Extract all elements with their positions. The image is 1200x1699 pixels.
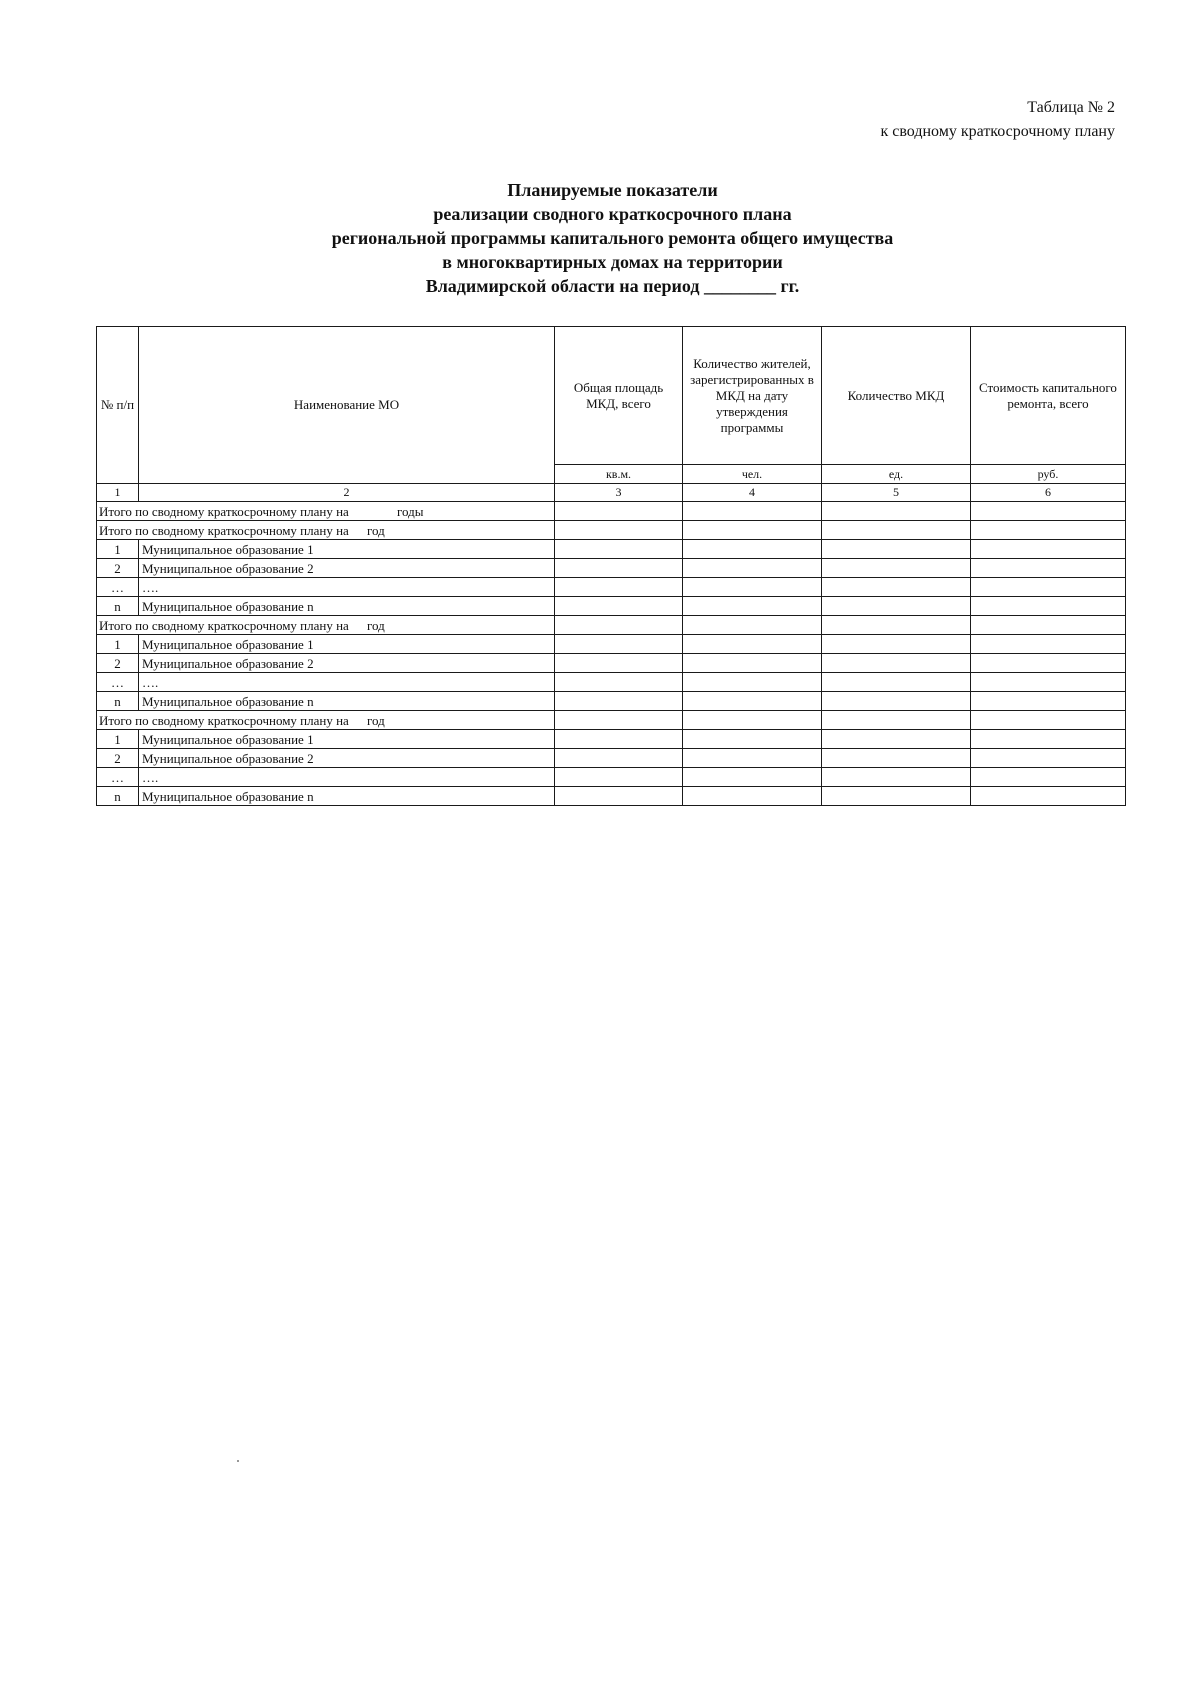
total-period-suffix: годы: [397, 503, 424, 519]
total-period-text: Итого по сводному краткосрочному плану на: [99, 503, 349, 519]
column-number: 5: [822, 484, 971, 502]
table-cell: [683, 502, 822, 521]
table-cell: [555, 540, 683, 559]
table-row: [97, 768, 1126, 787]
title-line-5: Владимирской области на период ________ гг.: [425, 276, 800, 296]
table-cell: [555, 692, 683, 711]
year-total-label: [97, 711, 555, 730]
table-cell: [971, 559, 1126, 578]
table-cell: [683, 540, 822, 559]
table-cell: [683, 559, 822, 578]
table-cell: [971, 654, 1126, 673]
year-total-suffix: год: [367, 617, 385, 633]
table-cell: [822, 502, 971, 521]
table-cell: [555, 597, 683, 616]
row-number: …: [97, 673, 139, 692]
table-row: [97, 578, 1126, 597]
table-row: [97, 540, 1126, 559]
table-cell: [555, 711, 683, 730]
header-num: № п/п: [97, 327, 139, 484]
row-number: 2: [97, 654, 139, 673]
table-cell: [971, 616, 1126, 635]
mo-name: Муниципальное образование 1: [139, 635, 555, 654]
table-cell: [683, 616, 822, 635]
table-cell: [971, 711, 1126, 730]
table-row: [97, 597, 1126, 616]
indicators-table: [96, 326, 1126, 806]
year-total-text: Итого по сводному краткосрочному плану на: [99, 617, 349, 633]
table-reference-note: к сводному краткосрочному плану: [880, 123, 1115, 140]
table-cell: [971, 673, 1126, 692]
total-period-row: [97, 502, 1126, 521]
table-cell: [555, 654, 683, 673]
unit-residents: чел.: [683, 465, 822, 484]
table-cell: [822, 749, 971, 768]
table-cell: [971, 768, 1126, 787]
mo-name: Муниципальное образование 2: [139, 654, 555, 673]
table-row: [97, 787, 1126, 806]
row-number: n: [97, 692, 139, 711]
header-total-area: Общая площадь МКД, всего: [555, 327, 683, 465]
year-total-row: [97, 711, 1126, 730]
mo-name: ….: [139, 673, 555, 692]
table-cell: [683, 673, 822, 692]
header-mkd-count: Количество МКД: [822, 327, 971, 465]
table-row: [97, 654, 1126, 673]
row-number: 2: [97, 749, 139, 768]
title-line-4: в многоквартирных домах на территории: [442, 252, 783, 272]
table-cell: [555, 521, 683, 540]
table-cell: [822, 635, 971, 654]
table-cell: [822, 578, 971, 597]
table-cell: [822, 559, 971, 578]
mo-name: Муниципальное образование n: [139, 787, 555, 806]
table-cell: [683, 749, 822, 768]
row-number: 1: [97, 730, 139, 749]
table-cell: [971, 635, 1126, 654]
table-cell: [822, 768, 971, 787]
table-cell: [555, 616, 683, 635]
document-title: [0, 178, 1200, 298]
table-cell: [971, 749, 1126, 768]
mo-name: Муниципальное образование 1: [139, 540, 555, 559]
row-number: 2: [97, 559, 139, 578]
table-cell: [683, 597, 822, 616]
table-cell: [555, 502, 683, 521]
mo-name: Муниципальное образование 2: [139, 559, 555, 578]
header-residents: Количество жителей, зарегистрированных в МКД на дату утверждения программы: [683, 327, 822, 465]
column-number: 4: [683, 484, 822, 502]
row-number: n: [97, 597, 139, 616]
table-header-row: [97, 327, 1126, 465]
table-row: [97, 559, 1126, 578]
table-cell: [822, 730, 971, 749]
title-line-1: Планируемые показатели: [507, 180, 718, 200]
table-cell: [822, 787, 971, 806]
mo-name: ….: [139, 578, 555, 597]
table-cell: [555, 749, 683, 768]
table-number-label: Таблица № 2: [1027, 99, 1115, 116]
table-cell: [822, 616, 971, 635]
table-cell: [683, 787, 822, 806]
table-cell: [555, 635, 683, 654]
year-total-label: [97, 616, 555, 635]
year-total-text: Итого по сводному краткосрочному плану на: [99, 712, 349, 728]
table-row: [97, 635, 1126, 654]
table-reference: [880, 96, 1115, 144]
table-cell: [971, 597, 1126, 616]
mo-name: Муниципальное образование 2: [139, 749, 555, 768]
table-cell: [683, 521, 822, 540]
table-cell: [555, 787, 683, 806]
column-number: 6: [971, 484, 1126, 502]
table-cell: [971, 578, 1126, 597]
table-cell: [971, 730, 1126, 749]
unit-area: кв.м.: [555, 465, 683, 484]
table-cell: [683, 768, 822, 787]
mo-name: ….: [139, 768, 555, 787]
table-cell: [683, 711, 822, 730]
year-total-suffix: год: [367, 712, 385, 728]
mo-name: Муниципальное образование 1: [139, 730, 555, 749]
title-line-3: региональной программы капитального ремонта общего имущества: [331, 228, 894, 248]
row-number: 1: [97, 540, 139, 559]
table-cell: [555, 578, 683, 597]
column-number: 1: [97, 484, 139, 502]
title-line-2: реализации сводного краткосрочного плана: [433, 204, 792, 224]
total-period-label: [97, 502, 555, 521]
table-cell: [971, 692, 1126, 711]
table-cell: [555, 673, 683, 692]
row-number: …: [97, 578, 139, 597]
year-total-label: [97, 521, 555, 540]
year-total-row: [97, 521, 1126, 540]
table-cell: [822, 654, 971, 673]
table-row: [97, 692, 1126, 711]
table-cell: [683, 730, 822, 749]
table-cell: [822, 673, 971, 692]
table-row: [97, 673, 1126, 692]
mo-name: Муниципальное образование n: [139, 597, 555, 616]
row-number: 1: [97, 635, 139, 654]
table-cell: [555, 730, 683, 749]
table-row: [97, 730, 1126, 749]
table-cell: [555, 559, 683, 578]
unit-mkd-count: ед.: [822, 465, 971, 484]
header-repair-cost: Стоимость капитального ремонта, всего: [971, 327, 1126, 465]
table-cell: [822, 597, 971, 616]
table-row: [97, 749, 1126, 768]
table-cell: [971, 540, 1126, 559]
scan-speck: [237, 1460, 239, 1462]
table-cell: [555, 768, 683, 787]
year-total-row: [97, 616, 1126, 635]
table-cell: [822, 692, 971, 711]
table-cell: [971, 521, 1126, 540]
table-cell: [683, 654, 822, 673]
mo-name: Муниципальное образование n: [139, 692, 555, 711]
table-cell: [971, 787, 1126, 806]
column-number: 3: [555, 484, 683, 502]
header-mo-name: Наименование МО: [139, 327, 555, 484]
column-number: 2: [139, 484, 555, 502]
year-total-suffix: год: [367, 522, 385, 538]
table-cell: [683, 692, 822, 711]
year-total-text: Итого по сводному краткосрочному плану на: [99, 522, 349, 538]
row-number: …: [97, 768, 139, 787]
unit-cost: руб.: [971, 465, 1126, 484]
table-cell: [822, 521, 971, 540]
column-numbers-row: [97, 484, 1126, 502]
table-cell: [822, 540, 971, 559]
table-cell: [971, 502, 1126, 521]
table-cell: [822, 711, 971, 730]
table-cell: [683, 635, 822, 654]
table-cell: [683, 578, 822, 597]
row-number: n: [97, 787, 139, 806]
